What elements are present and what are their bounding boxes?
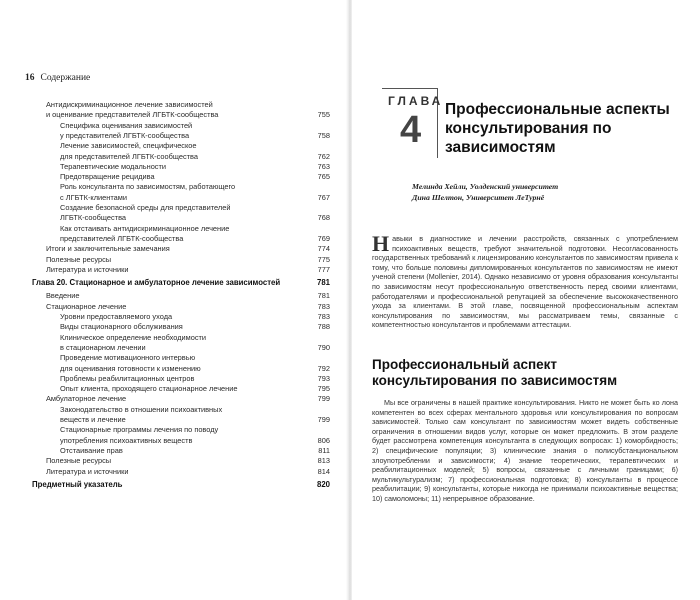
toc-entry-title: ЛГБТК-сообщества <box>60 213 127 223</box>
toc-entry-page: 783 <box>317 301 330 311</box>
toc-entry-title: Антидискриминационное лечение зависимостей <box>46 100 213 109</box>
toc-entry-title: и оценивание представителей ЛГБТК-сообщества <box>46 110 219 120</box>
drop-cap: Н <box>372 231 390 256</box>
toc-entry-page: 777 <box>317 264 330 274</box>
right-page <box>352 0 700 600</box>
toc-entry-title: Терапевтические модальности <box>60 161 167 171</box>
chapter-header <box>382 88 682 158</box>
toc-entry-page: 792 <box>317 363 330 373</box>
chapter-word: ГЛАВА <box>388 94 444 108</box>
toc-entry-page: 811 <box>318 445 330 455</box>
toc-entry-title: употребления психоактивных веществ <box>60 435 193 445</box>
author-name: Мелинда Хейли, <box>412 182 468 191</box>
intro-paragraph <box>372 231 678 330</box>
toc-entry-title: с ЛГБТК-клиентами <box>60 192 127 202</box>
toc-entry-title: Создание безопасной среды для представителей <box>60 203 231 212</box>
author-affiliation: Уолденский университет <box>469 182 559 191</box>
author-1 <box>412 182 558 191</box>
toc-entry-title: Уровни предоставляемого ухода <box>60 312 173 321</box>
toc-entry-title: Опыт клиента, проходящего стационарное лечение <box>60 384 238 394</box>
toc-entry-title: у представителей ЛГБТК-сообщества <box>60 130 190 140</box>
toc-entry-page: 793 <box>317 373 330 383</box>
toc-entry-title: для представителей ЛГБТК-сообщества <box>60 151 199 161</box>
toc-entry-page: 769 <box>317 233 330 243</box>
running-head <box>25 73 90 83</box>
toc-entry-page: 788 <box>317 322 330 332</box>
toc-entry-page: 790 <box>317 342 330 352</box>
toc-entry-page: 768 <box>317 213 330 223</box>
toc-entry-title: Полезные ресурсы <box>46 254 112 264</box>
running-title: Содержание <box>40 73 91 83</box>
toc-entry-page: 763 <box>317 161 330 171</box>
toc-entry-page: 755 <box>317 110 330 120</box>
toc-entry-page: 767 <box>317 192 330 202</box>
toc-entry-title: Отстаивание прав <box>60 445 123 455</box>
toc-entry-page: 783 <box>317 312 330 321</box>
toc-entry-title: Специфика оценивания зависимостей <box>60 120 193 130</box>
toc-entry-title: Предотвращение рецидива <box>60 172 155 182</box>
toc-entry-title: Роль консультанта по зависимостям, работающего <box>60 182 236 192</box>
author-affiliation: Университет ЛеТурнё <box>465 193 545 202</box>
toc-entry-page: 795 <box>317 384 330 394</box>
toc-entry-page: 758 <box>317 130 330 140</box>
toc-entry-page: 762 <box>317 151 330 161</box>
chapter-number: 4 <box>400 109 422 151</box>
toc-entry-title: Проблемы реабилитационных центров <box>60 373 195 383</box>
toc-entry-title: Стационарное лечение <box>46 301 127 311</box>
section-heading: Профессиональный аспект консультирования по зависимостям <box>372 357 618 388</box>
toc-entry-page: 775 <box>317 254 330 264</box>
toc-entry-page: 799 <box>317 415 330 424</box>
section-paragraph: Мы все ограничены в нашей практике консультирования. Никто не может быть ко лона компетентен во всех сферах ментального здоровья или консультирования по вопросам зависимостей. Только сам консультант по зависимостям может видеть собственные ограничения в отношении видов услуг, которые он может предложить. В этом разделе будет рассмотрена компетенция консультанта в следующих вопросах: 1) коморбидность; 2) специфические популяции; 3) клинические знания о полисубстанциональном злоупотреблении и зависимости; 4) знание теоретических, терапевтических и реабилитационных моделей; 5) вопросы, связанные с личными границами; 6) мультикультурализм; 7) профессиональная подготовка; 8) консультанты в процессе реабилитации; 9) консультанты, которые никогда не принимали психоактивные вещества; 10) самоломоны; 11) непрерывное образование. <box>372 398 678 503</box>
toc-entry-title: Глава 20. Стационарное и амбулаторное лечение зависимостей <box>32 278 281 288</box>
toc-entry-title: Введение <box>46 291 80 301</box>
toc-entry-page: 814 <box>317 466 330 476</box>
toc-entry-page: 820 <box>316 479 330 489</box>
toc-entry-title: Литература и источники <box>46 264 129 274</box>
toc-entry-page: 765 <box>317 172 330 182</box>
author-2 <box>412 193 544 202</box>
toc-entry-page: 799 <box>317 394 330 404</box>
toc-entry-title: Предметный указатель <box>32 479 123 489</box>
toc-entry-title: Проведение мотивационного интервью <box>60 353 196 363</box>
toc-entry-page: 781 <box>316 278 330 288</box>
toc-entry-title: Как отстаивать антидискриминационное лечение <box>60 223 230 233</box>
toc-entry-title: Литература и источники <box>46 466 129 476</box>
author-name: Дина Шелтон, <box>412 193 465 202</box>
chapter-title: Профессиональные аспекты консультирования по зависимостям <box>445 101 670 156</box>
toc-entry-title: веществ и лечение <box>60 415 126 424</box>
toc-entry-title: представителей ЛГБТК-сообщества <box>60 233 184 243</box>
toc-entry-title: Полезные ресурсы <box>46 456 112 466</box>
toc-entry-title: Клиническое определение необходимости <box>60 332 207 342</box>
page-number: 16 <box>25 73 35 83</box>
toc-entry-title: Законодательство в отношении психоактивных <box>60 404 223 414</box>
chapter-label-box <box>382 88 444 158</box>
toc-entry-title: Стационарные программы лечения по поводу <box>60 425 219 435</box>
toc-entry-page: 781 <box>317 291 330 301</box>
toc-entry-title: Виды стационарного обслуживания <box>60 322 183 332</box>
left-page <box>0 0 348 600</box>
toc-entry-page: 774 <box>317 244 330 254</box>
toc-entry-title: Амбулаторное лечение <box>46 394 127 404</box>
intro-text: авыки в диагностике и лечении расстройств, связанных с употреблением психоактивных веществ, требуют значительной подготовки. Несогласованность государственных требований к лицензированию консультантов по зависимостям привела к тому, что больше половины дипломированных консультантов по зависимостям не имеют ученой степени (Mollenier, 2014). Однако независимо от уровня образования консультанты по зависимостям несут профессиональную ответственность перед своими клиентами, работодателями и профессиональной репутацией за обеспечение высококачественного ухода за клиентами. В этой главе, посвященной профессиональным аспектам консультирования по зависимостям, мы рассматриваем темы, связанные с компетентностью консультантов и проблемами аттестации. <box>372 234 678 330</box>
toc-entry-page: 813 <box>317 456 330 466</box>
toc-entry-page: 806 <box>317 435 330 445</box>
toc-entry-title: для оценивания готовности к изменению <box>60 363 201 373</box>
toc-entry-title: Лечение зависимостей, специфическое <box>60 141 197 151</box>
toc-entry-title: Итоги и заключительные замечания <box>46 244 170 254</box>
toc-entry-title: в стационарном лечении <box>60 342 146 352</box>
